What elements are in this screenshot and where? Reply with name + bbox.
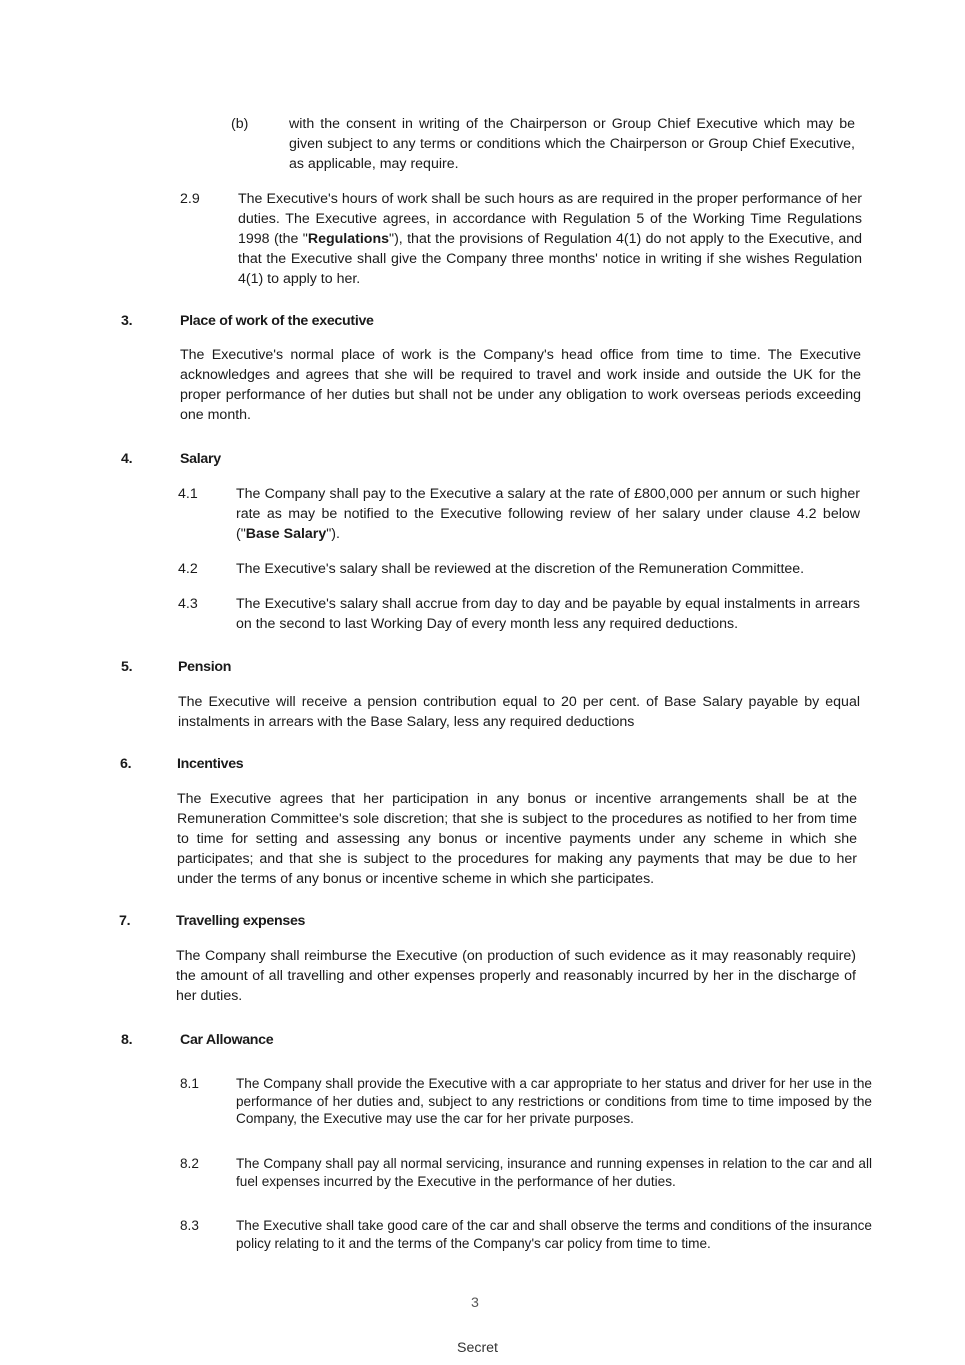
clause-4-1-number: 4.1 bbox=[178, 486, 198, 502]
clause-5-number: 5. bbox=[121, 659, 133, 675]
clause-3-text: The Executive's normal place of work is the Company's head office from time to time. The Executive acknowledges and agrees that she will be required to travel and work inside and outside the UK for the proper performance of her duties but shall not be under any obligation to work overseas periods exceeding one month. bbox=[180, 347, 861, 423]
clause-3-number: 3. bbox=[121, 313, 133, 329]
security-classification: Secret bbox=[457, 1340, 499, 1356]
clause-7-heading: Travelling expenses bbox=[176, 913, 306, 929]
clause-2-9-text-before: The Executive's hours of work shall be such hours as are required in the proper performance of her duties. The Executive agrees, in accordance with Regulation 5 of the Working Time Regulations 1998 (the " bbox=[238, 191, 862, 247]
clause-2-9-text-after: "), that the provisions of Regulation 4(1) do not apply to the Executive, and that the Executive shall give the Company three months' notice in writing if she wishes Regulation 4(1) to apply to her. bbox=[238, 231, 862, 287]
clause-8-2-number: 8.2 bbox=[180, 1156, 199, 1171]
clause-2b-marker: (b) bbox=[231, 116, 249, 132]
clause-6-text: The Executive agrees that her participation in any bonus or incentive arrangements shall be at the Remuneration Committee's sole discretion; that she is subject to the procedures as notified to her from time to time for setting and assessing any bonus or incentive payments under any scheme in which she participates; and that she is subject to the procedures for making any payments that may be due to her under the terms of any bonus or incentive scheme in which she participates. bbox=[177, 791, 857, 887]
clause-6-heading: Incentives bbox=[177, 756, 244, 772]
clause-4-2-number: 4.2 bbox=[178, 561, 198, 577]
clause-6-number: 6. bbox=[120, 756, 132, 772]
clause-7-text: The Company shall reimburse the Executive (on production of such evidence as it may reasonably require) the amount of all travelling and other expenses properly and reasonably incurred by her in the discharge of her duties. bbox=[176, 948, 856, 1004]
clause-4-number: 4. bbox=[121, 451, 133, 467]
clause-2-9-defined-term: Regulations bbox=[307, 231, 390, 247]
clause-2-9-number: 2.9 bbox=[180, 191, 200, 207]
clause-2b-text: with the consent in writing of the Chairperson or Group Chief Executive which may be given subject to any terms or conditions which the Chairperson or Group Chief Executive, as applicable, may require. bbox=[289, 116, 855, 172]
clause-8-heading: Car Allowance bbox=[180, 1032, 274, 1048]
clause-2-9-text bbox=[238, 189, 862, 289]
clause-4-heading: Salary bbox=[180, 451, 221, 467]
clause-5-heading: Pension bbox=[178, 659, 232, 675]
clause-4-2-text: The Executive's salary shall be reviewed at the discretion of the Remuneration Committee. bbox=[236, 561, 805, 577]
clause-8-1-number: 8.1 bbox=[180, 1076, 199, 1091]
clause-8-number: 8. bbox=[121, 1032, 133, 1048]
clause-8-3-text: The Executive shall take good care of the car and shall observe the terms and conditions of the insurance policy relating to it and the terms of the Company's car policy from time to time. bbox=[236, 1218, 872, 1251]
clause-8-1-text: The Company shall provide the Executive with a car appropriate to her status and driver for her use in the performance of her duties and, subject to any restrictions or conditions from time to time imposed by the Company, the Executive may use the car for her private purposes. bbox=[236, 1076, 872, 1126]
clause-8-3-number: 8.3 bbox=[180, 1218, 199, 1233]
clause-8-2-text: The Company shall pay all normal servicing, insurance and running expenses in relation to the car and all fuel expenses incurred by the Executive in the performance of her duties. bbox=[236, 1156, 872, 1189]
clause-4-1-defined-term: Base Salary bbox=[245, 526, 327, 542]
clause-5-text: The Executive will receive a pension contribution equal to 20 per cent. of Base Salary payable by equal instalments in arrears with the Base Salary, less any required deductions bbox=[178, 694, 860, 730]
clause-4-1-text-before: The Company shall pay to the Executive a salary at the rate of £800,000 per annum or such higher rate as may be notified to the Executive following review of her salary under clause 4.2 below (" bbox=[236, 486, 860, 542]
page-number: 3 bbox=[471, 1295, 479, 1311]
clause-4-1-text bbox=[236, 484, 860, 544]
clause-4-3-text: The Executive's salary shall accrue from day to day and be payable by equal instalments in arrears on the second to last Working Day of every month less any required deductions. bbox=[236, 596, 860, 632]
clause-4-3-number: 4.3 bbox=[178, 596, 198, 612]
clause-7-number: 7. bbox=[119, 913, 131, 929]
clause-4-1-text-after: "). bbox=[326, 526, 340, 542]
clause-3-heading: Place of work of the executive bbox=[180, 313, 374, 329]
